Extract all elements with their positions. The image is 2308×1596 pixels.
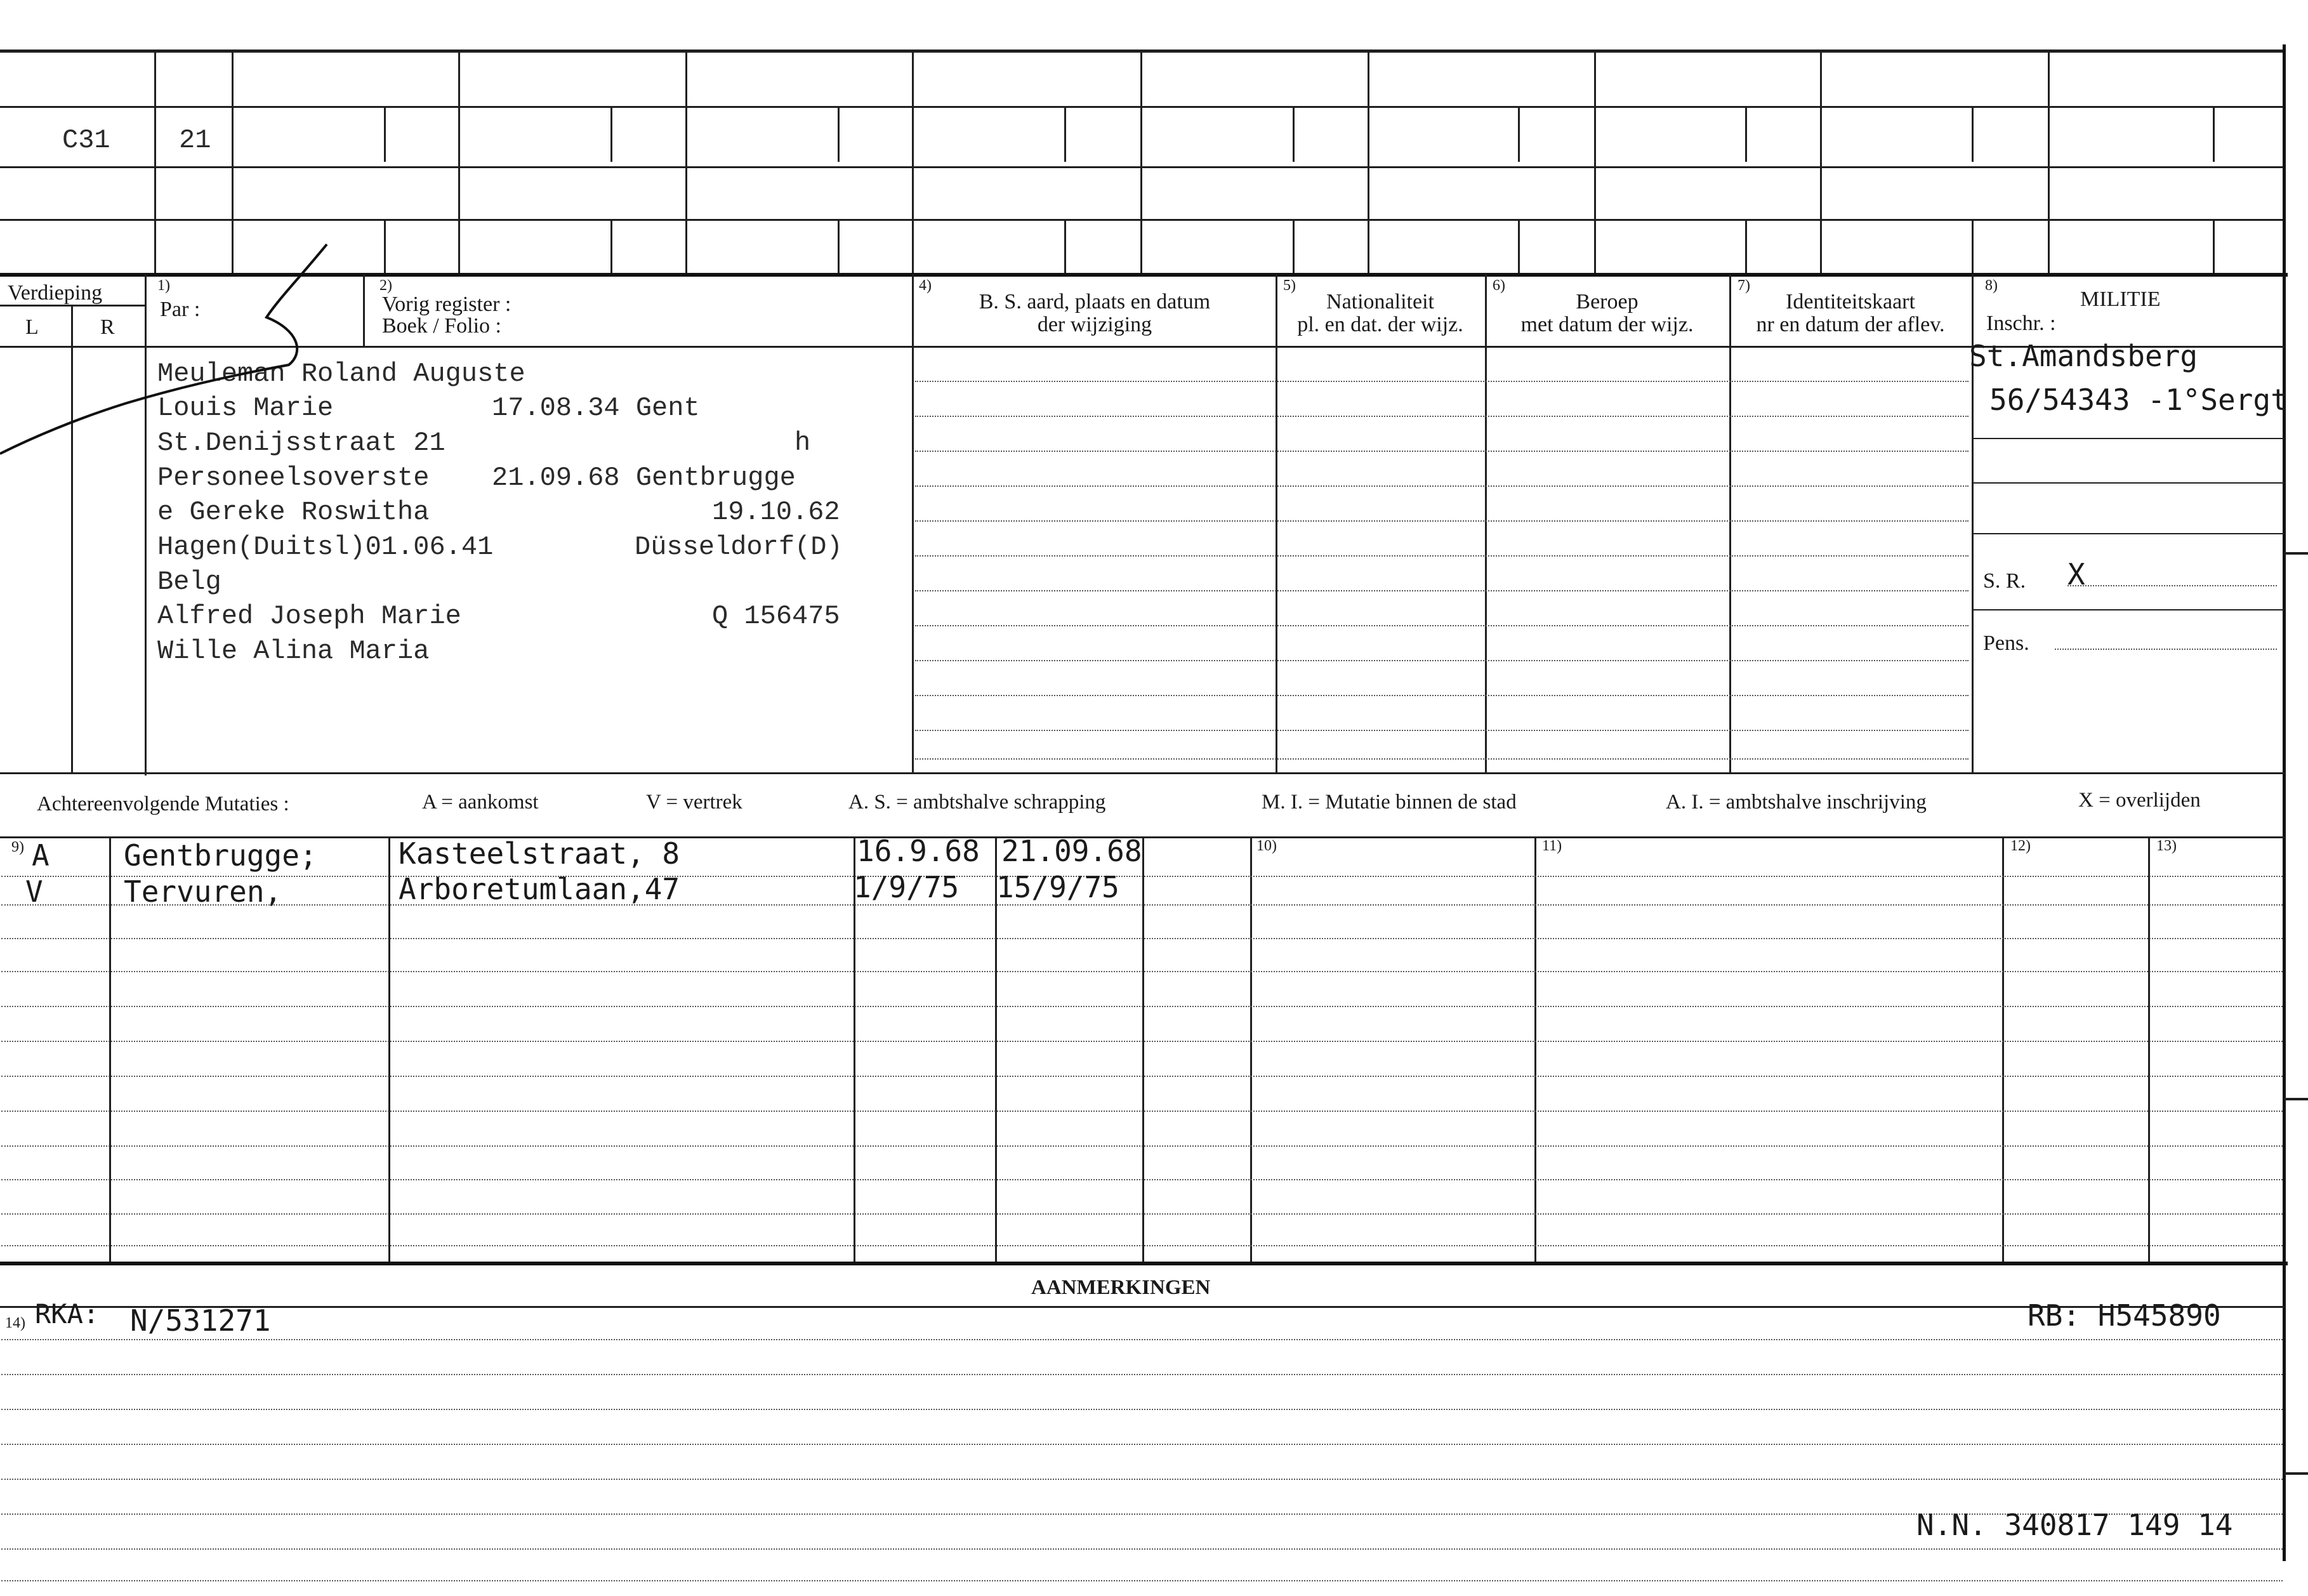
person-name: Meuleman Roland Auguste [157, 359, 525, 389]
person-occ-date: 21.09.68 Gentbrugge [492, 463, 796, 493]
col-line-7 [1729, 274, 1731, 772]
grid-tick [1972, 221, 1974, 273]
mut-col [388, 836, 390, 1262]
grid-tick [2213, 221, 2215, 273]
rka-label: RKA: [35, 1298, 100, 1329]
grid-line [1594, 51, 1596, 273]
grid-tick [1293, 221, 1295, 273]
mutation-type: A [32, 838, 49, 873]
grid-line [1368, 51, 1369, 273]
col13-num: 13) [2156, 838, 2177, 854]
person-occupation: Personeelsoverste [157, 463, 430, 493]
mut-col [2148, 836, 2150, 1262]
remarks-line [0, 1306, 2285, 1308]
row-dots [1, 904, 2283, 906]
row-dots [915, 416, 1968, 417]
grid-line [458, 51, 460, 273]
id-label-1: Identiteitskaart [1786, 290, 1915, 313]
boek-label: Boek / Folio : [382, 314, 501, 338]
pens-label: Pens. [1983, 631, 2029, 655]
bs-label-2: der wijziging [1037, 313, 1152, 336]
row-dots [915, 590, 1968, 591]
row-dots [1, 1111, 2283, 1112]
right-border [2283, 44, 2286, 1561]
col12-num: 12) [2010, 838, 2031, 854]
par-label: Par : [160, 298, 201, 321]
ber-num: 6) [1493, 277, 1505, 294]
sr-dots [2067, 585, 2277, 586]
person-h: h [795, 428, 811, 458]
row-dots [1, 1145, 2283, 1147]
grid-line [0, 106, 2285, 108]
person-marriage-date: 19.10.62 [712, 497, 840, 527]
person-spouse: e Gereke Roswitha [157, 497, 430, 527]
person-firstnames: Louis Marie [157, 393, 334, 423]
row-dots [1, 876, 2283, 877]
grid-line [912, 51, 914, 273]
row-dots [1, 1580, 2283, 1581]
col-line-par [363, 274, 365, 346]
rb-number: RB: H545890 [2028, 1298, 2221, 1333]
col11-num: 11) [1542, 838, 1562, 854]
legend-top-line [0, 772, 2285, 774]
row-dots [1, 1245, 2283, 1246]
grid-line [685, 51, 687, 273]
row-dots [1, 1076, 2283, 1077]
id-label-2: nr en datum der aflev. [1756, 313, 1945, 336]
row-dots [915, 451, 1968, 452]
legend-v: V = vertrek [646, 791, 742, 814]
col-line-5 [1276, 274, 1277, 772]
row-dots [1, 1374, 2283, 1375]
row-dots [1, 1339, 2283, 1340]
grid-line [2048, 51, 2050, 273]
row-dots [1, 971, 2283, 972]
grid-tick [1745, 221, 1747, 273]
grid-tick [1745, 108, 1747, 162]
remarks-num: 14) [5, 1315, 25, 1331]
grid-tick [2213, 108, 2215, 162]
grid-tick [384, 221, 386, 273]
person-spouse-birth: Hagen(Duitsl)01.06.41 [157, 532, 494, 562]
row-dots [915, 660, 1968, 661]
militie-line [1974, 609, 2285, 610]
mil-num: 8) [1985, 277, 1998, 294]
pens-dots [2055, 649, 2277, 650]
pen-stroke [0, 235, 355, 508]
edge-tick [2285, 1472, 2308, 1475]
r-label: R [100, 315, 115, 339]
remarks-title: AANMERKINGEN [1031, 1276, 1211, 1299]
row-dots [915, 381, 1968, 382]
sr-mark: X [2067, 557, 2085, 591]
militie-label: MILITIE [2080, 287, 2161, 311]
mutation-street: Kasteelstraat, 8 [399, 836, 680, 871]
row-dots [915, 758, 1968, 760]
mut-bottom-line [0, 1262, 2288, 1265]
person-marriage-place: Düsseldorf(D) [635, 532, 843, 562]
par-num: 1) [157, 277, 170, 294]
row-dots [915, 555, 1968, 557]
col9-num: 9) [11, 839, 24, 855]
row-dots [915, 485, 1968, 487]
mutation-date1: 1/9/75 [854, 870, 959, 904]
militie-line [1974, 533, 2285, 534]
person-birth: 17.08.34 Gent [492, 393, 700, 423]
row-dots [1, 1548, 2283, 1550]
legend-as: A. S. = ambtshalve schrapping [848, 791, 1106, 814]
top-border [0, 49, 2285, 53]
nat-label-2: pl. en dat. der wijz. [1297, 313, 1463, 336]
row-dots [1, 1179, 2283, 1180]
nat-num: 5) [1283, 277, 1296, 294]
ber-label-1: Beroep [1576, 290, 1639, 313]
bs-num: 4) [919, 277, 932, 294]
militie-number: 56/54343 -1°Sergt [1989, 383, 2288, 417]
row-dots [1, 1479, 2283, 1480]
legend-ai: A. I. = ambtshalve inschrijving [1666, 791, 1927, 814]
nat-label-1: Nationaliteit [1326, 290, 1434, 313]
grid-tick [610, 108, 612, 162]
militie-place: St.Amandsberg [1969, 339, 2198, 373]
mut-col [1250, 836, 1252, 1262]
col-line-4 [912, 274, 914, 772]
grid-tick [838, 108, 840, 162]
edge-tick [2285, 1098, 2308, 1100]
grid-tick [1064, 221, 1066, 273]
legend-mi: M. I. = Mutatie binnen de stad [1262, 791, 1517, 814]
grid-tick [1293, 108, 1295, 162]
bs-label-1: B. S. aard, plaats en datum [979, 290, 1211, 313]
row-dots [915, 520, 1968, 522]
sr-label: S. R. [1983, 569, 2026, 593]
grid-tick [1064, 108, 1066, 162]
mut-col [1142, 836, 1144, 1262]
grid-tick [610, 221, 612, 273]
row-dots [1, 938, 2283, 939]
militie-line [1974, 482, 2285, 484]
militie-line [1974, 438, 2285, 439]
row-dots [1, 1006, 2283, 1007]
row-dots [1, 1041, 2283, 1042]
code-21: 21 [179, 125, 211, 155]
mut-col [2002, 836, 2004, 1262]
row-dots [1, 1409, 2283, 1410]
mutation-date2: 21.09.68 [1001, 834, 1142, 868]
grid-line [0, 219, 2285, 221]
row-dots [915, 730, 1968, 731]
row-dots [1, 1213, 2283, 1215]
grid-line [1820, 51, 1822, 273]
inschr-label: Inschr. : [1986, 312, 2056, 335]
row-dots [1, 1444, 2283, 1445]
national-number: N.N. 340817 149 14 [1916, 1508, 2233, 1542]
person-mother: Wille Alina Maria [157, 636, 430, 666]
grid-line [1140, 51, 1142, 273]
grid-line [0, 166, 2285, 168]
grid-tick [1972, 108, 1974, 162]
mutation-date1: 16.9.68 [857, 834, 980, 868]
col10-num: 10) [1256, 838, 1277, 854]
mut-col [1534, 836, 1536, 1262]
person-father: Alfred Joseph Marie [157, 601, 461, 631]
col-line-6 [1485, 274, 1487, 772]
ber-label-2: met datum der wijz. [1520, 313, 1694, 336]
mutation-date2: 15/9/75 [996, 870, 1119, 904]
mutation-place: Gentbrugge; [124, 838, 317, 873]
edge-tick [2285, 552, 2308, 555]
row-dots [915, 695, 1968, 696]
grid-tick [384, 108, 386, 162]
legend-a: A = aankomst [422, 791, 539, 814]
code-c31: C31 [62, 125, 110, 155]
person-address: St.Denijsstraat 21 [157, 428, 445, 458]
legend-title: Achtereenvolgende Mutaties : [37, 793, 289, 815]
l-label: L [25, 315, 39, 339]
grid-tick [1518, 108, 1520, 162]
row-dots [915, 625, 1968, 626]
grid-tick [838, 221, 840, 273]
mutation-place: Tervuren, [124, 874, 282, 909]
mut-col [109, 836, 111, 1262]
person-id-number: Q 156475 [712, 601, 840, 631]
legend-x: X = overlijden [2078, 789, 2201, 812]
rka-value: N/531271 [130, 1303, 271, 1338]
mutation-type: V [25, 874, 43, 909]
vorig-num: 2) [379, 277, 392, 294]
grid-tick [1518, 221, 1520, 273]
mutation-street: Arboretumlaan,47 [399, 872, 680, 906]
id-num: 7) [1738, 277, 1750, 294]
verdieping-label: Verdieping [8, 281, 103, 305]
person-nationality: Belg [157, 567, 221, 597]
vorig-label: Vorig register : [382, 293, 511, 316]
